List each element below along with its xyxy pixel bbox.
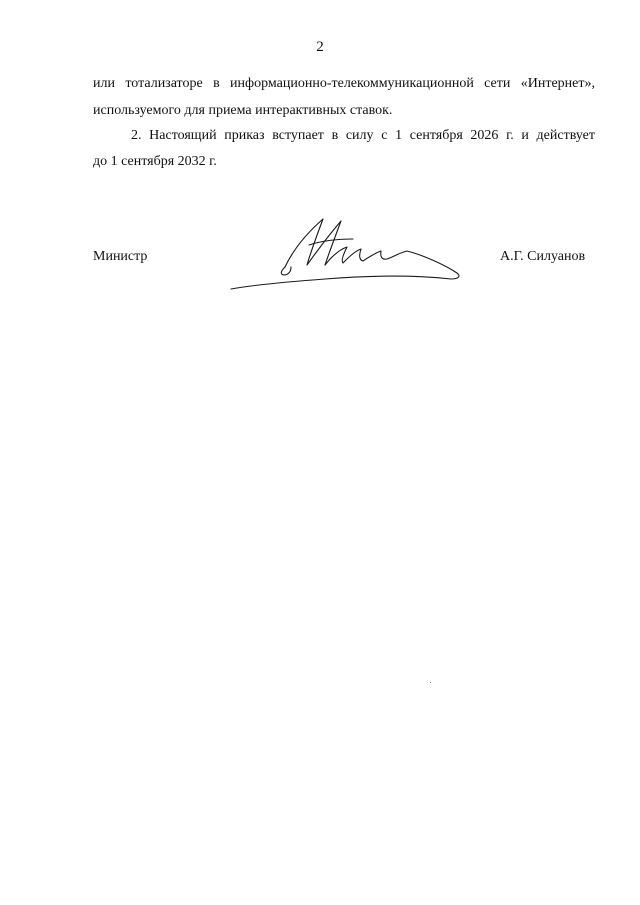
scan-speck: [430, 682, 431, 683]
paragraph-1-line-1: или тотализаторе в информационно-телекоммуникационной сети «Интернет»,: [93, 76, 595, 91]
handwritten-signature: [225, 205, 475, 305]
signer-position: Министр: [93, 249, 148, 264]
page-number: 2: [316, 39, 324, 55]
paragraph-1-line-2: используемого для приема интерактивных ставок.: [93, 103, 393, 118]
paragraph-2-line-1: 2. Настоящий приказ вступает в силу с 1 сентября 2026 г. и действует: [131, 128, 595, 143]
signer-name: А.Г. Силуанов: [500, 249, 586, 264]
paragraph-2-line-2: до 1 сентября 2032 г.: [93, 154, 217, 169]
